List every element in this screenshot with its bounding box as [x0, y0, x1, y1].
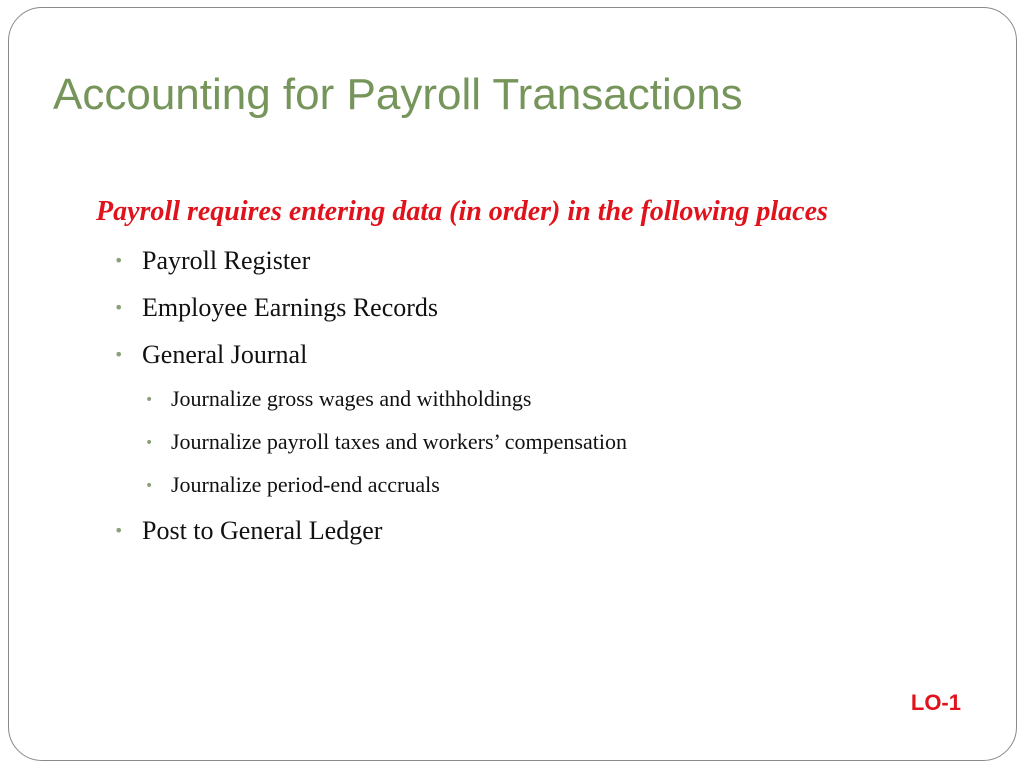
sub-bullet-item-period-end-accruals	[145, 472, 440, 498]
bullet-icon: •	[114, 345, 124, 364]
bullet-item-general-journal	[114, 340, 307, 370]
bullet-text: Employee Earnings Records	[142, 293, 439, 322]
bullet-icon: •	[114, 298, 124, 317]
bullet-text: Journalize payroll taxes and workers’ compensation	[171, 429, 627, 454]
bullet-text: Post to General Ledger	[142, 516, 383, 545]
bullet-icon: •	[114, 251, 124, 270]
bullet-icon: •	[145, 435, 154, 451]
bullet-item-employee-earnings-records	[114, 293, 438, 323]
lead-text: Payroll requires entering data (in order) in the following places	[96, 196, 828, 227]
bullet-icon: •	[114, 521, 124, 540]
sub-bullet-item-gross-wages	[145, 386, 532, 412]
sub-bullet-item-payroll-taxes	[145, 429, 627, 455]
bullet-text: General Journal	[142, 340, 308, 369]
bullet-icon: •	[145, 478, 154, 494]
slide-frame	[8, 7, 1017, 761]
bullet-text: Payroll Register	[142, 246, 311, 275]
learning-objective-tag: LO-1	[910, 690, 961, 715]
bullet-text: Journalize period-end accruals	[171, 472, 440, 497]
bullet-item-post-to-general-ledger	[114, 516, 382, 546]
slide-title: Accounting for Payroll Transactions	[53, 70, 743, 119]
bullet-icon: •	[145, 392, 154, 408]
bullet-item-payroll-register	[114, 246, 310, 276]
bullet-text: Journalize gross wages and withholdings	[171, 386, 532, 411]
